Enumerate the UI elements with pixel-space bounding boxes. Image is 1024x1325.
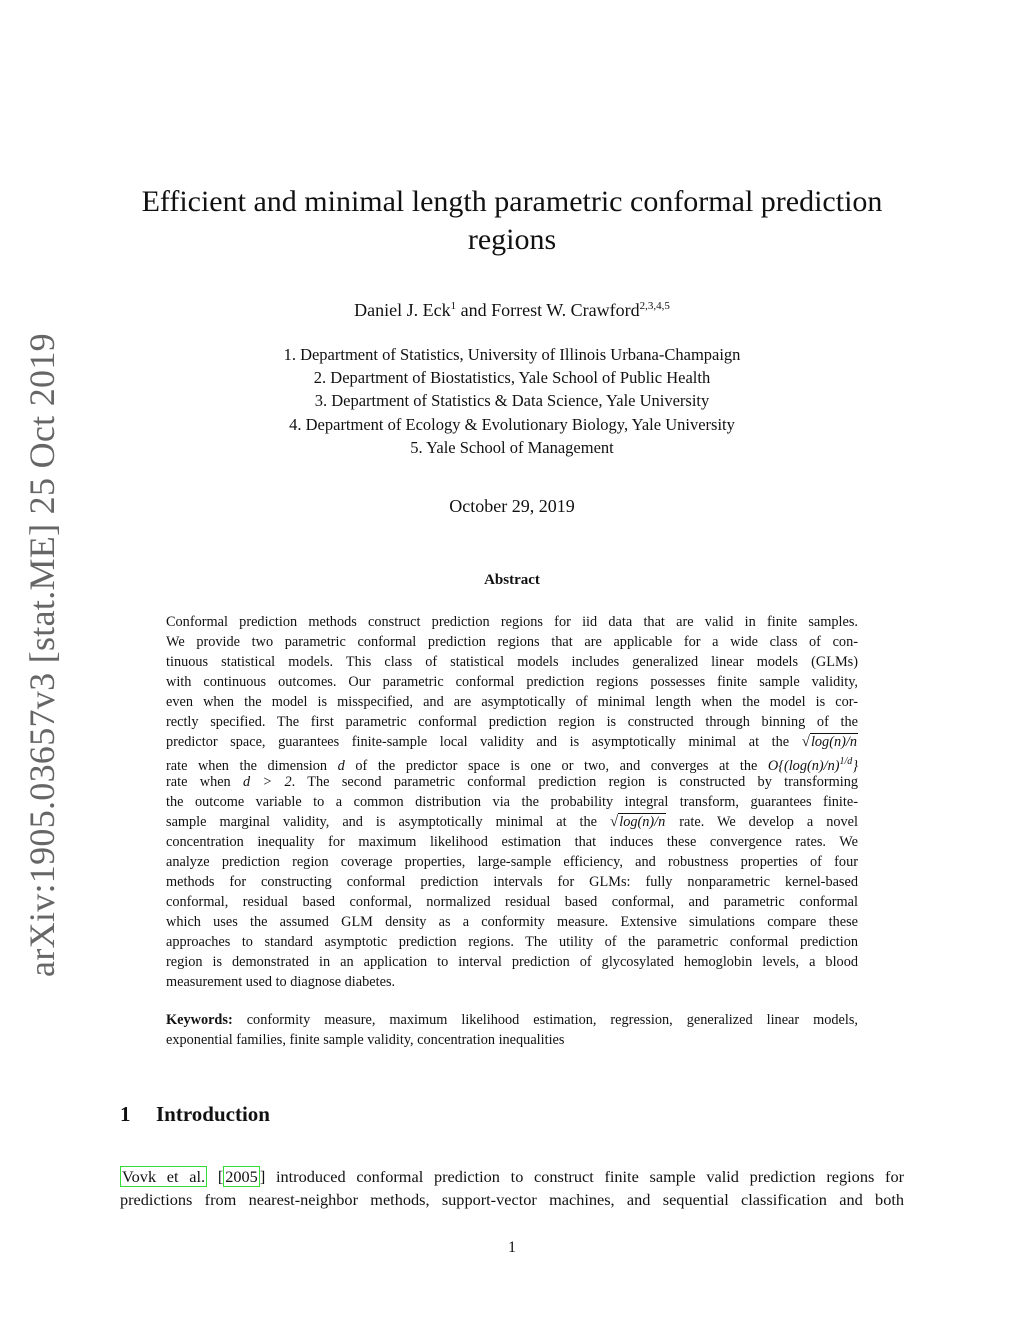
affiliation-item: 5. Yale School of Management <box>410 437 614 457</box>
intro-line: predictions from nearest-neighbor methods, support-vector machines, and sequential classification and both <box>120 1190 904 1209</box>
abstract-line: Conformal prediction methods construct prediction regions for iid data that are valid in finite samples. <box>166 614 858 630</box>
title-line-1: Efficient and minimal length parametric conformal prediction <box>141 185 883 218</box>
author-2: Forrest W. Crawford <box>491 300 640 320</box>
abstract-line: methods for constructing conformal prediction intervals for GLMs: fully nonparametric kernel-based <box>166 874 858 890</box>
author-list <box>120 298 904 322</box>
citation-year-link[interactable]: 2005 <box>225 1167 258 1186</box>
affiliation-item: 4. Department of Ecology & Evolutionary Biology, Yale University <box>289 414 735 434</box>
abstract-line: tinuous statistical models. This class of statistical models includes generalized linear models (GLMs) <box>166 654 858 670</box>
abstract-line: predictor space, guarantees finite-sample local validity and is asymptotically minimal at the √log(n)/n <box>166 734 857 750</box>
abstract-line: rate when d > 2. The second parametric conformal prediction region is constructed by transforming <box>166 774 859 790</box>
author-1: Daniel J. Eck <box>354 300 451 320</box>
keywords-block <box>166 1010 858 1050</box>
sqrt-rate: log(n)/n <box>619 814 666 830</box>
arxiv-stamp: arXiv:1905.03657v3 [stat.ME] 25 Oct 2019 <box>22 333 62 977</box>
abstract-line: the outcome variable to a common distribution via the probability integral transform, guarantees finite- <box>166 794 858 810</box>
author-connector: and <box>460 300 487 320</box>
abstract-line: rate when the dimension d of the predictor space is one or two, and converges at the $O\{(\log(n)/n)^{1/d}\}$ <box>166 756 859 774</box>
keywords-text: exponential families, finite sample validity, concentration inequalities <box>166 1032 565 1048</box>
author-1-affil: 1 <box>450 300 457 312</box>
author-2-affil: 2,3,4,5 <box>639 300 670 312</box>
title-line-2: regions <box>467 223 557 256</box>
keywords-label: Keywords: <box>166 1012 233 1028</box>
sqrt-rate: log(n)/n <box>810 734 857 750</box>
paper-title <box>120 183 904 259</box>
abstract-line: sample marginal validity, and is asymptotically minimal at the √log(n)/n rate. We develop a novel <box>166 814 858 830</box>
abstract-line: with continuous outcomes. Our parametric conformal prediction regions possesses finite sample validity, <box>166 674 858 690</box>
abstract-line: which uses the assumed GLM density as a conformity measure. Extensive simulations compare these <box>166 914 858 930</box>
citation-link[interactable]: Vovk et al. <box>122 1167 206 1186</box>
abstract-line: rectly specified. The first parametric conformal prediction region is constructed through binning of the <box>166 714 858 730</box>
keywords-text: conformity measure, maximum likelihood estimation, regression, generalized linear models, <box>246 1012 858 1028</box>
affiliation-list <box>120 343 904 459</box>
abstract-line: even when the model is misspecified, and are asymptotically of minimal length when the model is cor- <box>166 694 858 710</box>
abstract-line: concentration inequality for maximum likelihood estimation that induces these convergence rates. We <box>166 834 858 850</box>
affiliation-item: 1. Department of Statistics, University of Illinois Urbana-Champaign <box>283 345 741 364</box>
abstract-heading: Abstract <box>484 572 540 588</box>
affiliation-item: 2. Department of Biostatistics, Yale School of Public Health <box>313 368 711 388</box>
affiliation-item: 3. Department of Statistics & Data Science, Yale University <box>314 391 710 411</box>
abstract-body <box>166 612 858 992</box>
paper-date: October 29, 2019 <box>449 496 575 516</box>
abstract-line: region is demonstrated in an application to interval prediction of glycosylated hemoglobin levels, a blood <box>166 954 858 970</box>
abstract-line: approaches to standard asymptotic prediction regions. The utility of the parametric conformal prediction <box>166 934 858 950</box>
abstract-line: measurement used to diagnose diabetes. <box>166 974 396 990</box>
intro-paragraph <box>120 1165 904 1211</box>
section-title: Introduction <box>156 1102 270 1126</box>
abstract-line: analyze prediction region coverage properties, large-sample efficiency, and robustness properties of four <box>166 854 858 870</box>
abstract-line: conformal, residual based conformal, normalized residual based conformal, and parametric conformal <box>166 894 858 910</box>
section-heading <box>120 1100 270 1128</box>
section-number: 1 <box>120 1102 131 1126</box>
big-o-rate: $O\{(\log(n)/n)^{1/d}\}$ <box>767 756 859 774</box>
page-number: 1 <box>508 1239 516 1256</box>
abstract-line: We provide two parametric conformal prediction regions that are applicable for a wide class of con- <box>166 634 858 650</box>
intro-line: Vovk et al. [ 2005 ] introduced conformal prediction to construct finite sample valid prediction regions for <box>122 1167 905 1186</box>
